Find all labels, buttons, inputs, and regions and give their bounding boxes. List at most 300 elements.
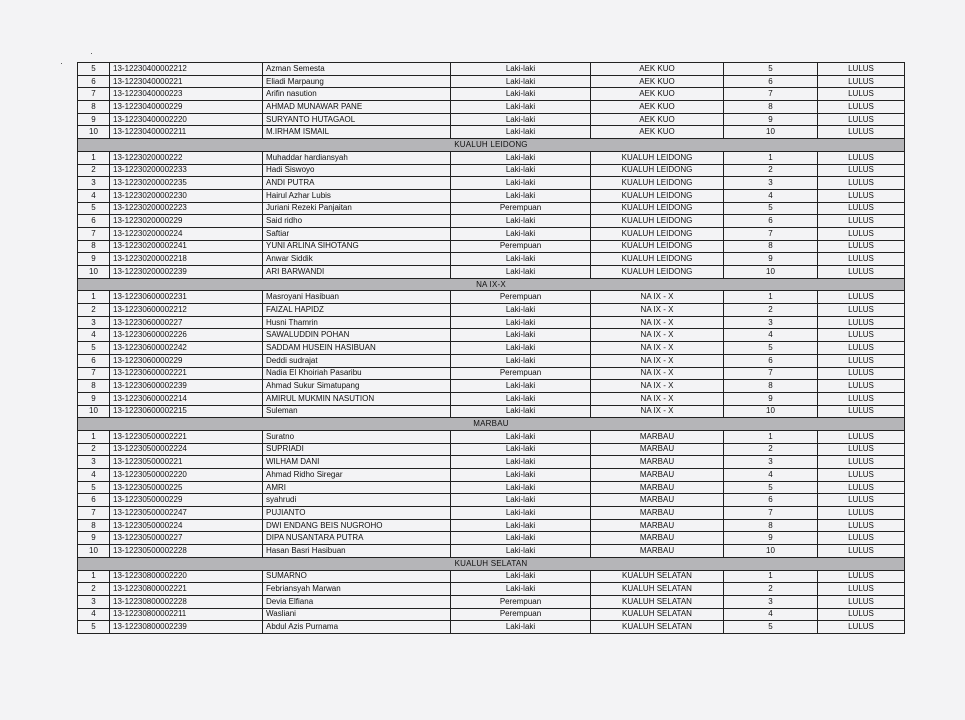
row-number-cell: 5 (78, 202, 110, 215)
result-cell: LULUS (818, 240, 905, 253)
gender-cell: Laki-laki (451, 266, 591, 279)
exam-number-cell: 13-1223050000225 (110, 481, 263, 494)
row-number-cell: 6 (78, 215, 110, 228)
row-number-cell: 4 (78, 608, 110, 621)
rank-cell: 9 (724, 392, 818, 405)
student-name-cell: Eliadi Marpaung (263, 75, 451, 88)
student-name-cell: DWI ENDANG BEIS NUGROHO (263, 519, 451, 532)
gender-cell: Laki-laki (451, 304, 591, 317)
school-cell: KUALUH LEIDONG (591, 164, 724, 177)
exam-number-cell: 13-1223040000221 (110, 75, 263, 88)
gender-cell: Laki-laki (451, 519, 591, 532)
row-number-cell: 9 (78, 113, 110, 126)
student-name-cell: SADDAM HUSEIN HASIBUAN (263, 342, 451, 355)
result-cell: LULUS (818, 595, 905, 608)
section-title: NA IX-X (78, 278, 905, 291)
student-name-cell: YUNI ARLINA SIHOTANG (263, 240, 451, 253)
rank-cell: 3 (724, 456, 818, 469)
gender-cell: Laki-laki (451, 430, 591, 443)
rank-cell: 4 (724, 189, 818, 202)
section-header-row (78, 557, 905, 570)
gender-cell: Laki-laki (451, 113, 591, 126)
row-number-cell: 9 (78, 532, 110, 545)
result-cell: LULUS (818, 88, 905, 101)
exam-number-cell: 13-12230600002231 (110, 291, 263, 304)
gender-cell: Laki-laki (451, 101, 591, 114)
gender-cell: Laki-laki (451, 75, 591, 88)
school-cell: KUALUH SELATAN (591, 621, 724, 634)
row-number-cell: 3 (78, 595, 110, 608)
student-name-cell: Arifin nasution (263, 88, 451, 101)
table-row (78, 392, 905, 405)
row-number-cell: 10 (78, 266, 110, 279)
gender-cell: Laki-laki (451, 316, 591, 329)
exam-number-cell: 13-1223060000227 (110, 316, 263, 329)
school-cell: KUALUH LEIDONG (591, 151, 724, 164)
table-row (78, 101, 905, 114)
gender-cell: Perempuan (451, 202, 591, 215)
school-cell: AEK KUO (591, 88, 724, 101)
school-cell: MARBAU (591, 545, 724, 558)
gender-cell: Laki-laki (451, 253, 591, 266)
gender-cell: Laki-laki (451, 88, 591, 101)
exam-number-cell: 13-12230800002228 (110, 595, 263, 608)
student-name-cell: M.IRHAM ISMAIL (263, 126, 451, 139)
rank-cell: 9 (724, 532, 818, 545)
row-number-cell: 3 (78, 456, 110, 469)
rank-cell: 2 (724, 304, 818, 317)
rank-cell: 2 (724, 443, 818, 456)
result-cell: LULUS (818, 608, 905, 621)
school-cell: AEK KUO (591, 101, 724, 114)
gender-cell: Laki-laki (451, 545, 591, 558)
scan-mark: · (90, 48, 93, 58)
exam-number-cell: 13-12230600002212 (110, 304, 263, 317)
gender-cell: Perempuan (451, 240, 591, 253)
exam-number-cell: 13-12230600002239 (110, 380, 263, 393)
exam-number-cell: 13-1223040000223 (110, 88, 263, 101)
row-number-cell: 2 (78, 164, 110, 177)
exam-number-cell: 13-12230600002242 (110, 342, 263, 355)
row-number-cell: 7 (78, 88, 110, 101)
result-cell: LULUS (818, 342, 905, 355)
school-cell: NA IX - X (591, 405, 724, 418)
school-cell: NA IX - X (591, 304, 724, 317)
student-name-cell: Saftiar (263, 227, 451, 240)
gender-cell: Laki-laki (451, 126, 591, 139)
exam-number-cell: 13-12230800002220 (110, 570, 263, 583)
row-number-cell: 5 (78, 63, 110, 76)
result-cell: LULUS (818, 75, 905, 88)
table-row (78, 570, 905, 583)
table-row (78, 151, 905, 164)
row-number-cell: 5 (78, 342, 110, 355)
rank-cell: 10 (724, 266, 818, 279)
result-cell: LULUS (818, 177, 905, 190)
school-cell: MARBAU (591, 469, 724, 482)
gender-cell: Laki-laki (451, 354, 591, 367)
gender-cell: Laki-laki (451, 494, 591, 507)
results-table (77, 62, 905, 634)
gender-cell: Perempuan (451, 367, 591, 380)
exam-number-cell: 13-12230600002214 (110, 392, 263, 405)
table-row (78, 367, 905, 380)
result-cell: LULUS (818, 227, 905, 240)
gender-cell: Perempuan (451, 608, 591, 621)
table-row (78, 215, 905, 228)
student-name-cell: Azman Semesta (263, 63, 451, 76)
scan-mark: · (60, 58, 63, 68)
result-cell: LULUS (818, 507, 905, 520)
table-row (78, 430, 905, 443)
exam-number-cell: 13-12230200002241 (110, 240, 263, 253)
exam-number-cell: 13-1223050000229 (110, 494, 263, 507)
row-number-cell: 5 (78, 481, 110, 494)
table-row (78, 304, 905, 317)
section-header-row (78, 278, 905, 291)
rank-cell: 2 (724, 583, 818, 596)
row-number-cell: 5 (78, 621, 110, 634)
student-name-cell: Nadia El Khoiriah Pasaribu (263, 367, 451, 380)
school-cell: KUALUH SELATAN (591, 570, 724, 583)
result-cell: LULUS (818, 126, 905, 139)
rank-cell: 6 (724, 215, 818, 228)
exam-number-cell: 13-12230500002220 (110, 469, 263, 482)
student-name-cell: Suleman (263, 405, 451, 418)
school-cell: KUALUH SELATAN (591, 595, 724, 608)
school-cell: NA IX - X (591, 329, 724, 342)
student-name-cell: Deddi sudrajat (263, 354, 451, 367)
exam-number-cell: 13-1223020000229 (110, 215, 263, 228)
exam-number-cell: 13-12230500002221 (110, 430, 263, 443)
table-row (78, 63, 905, 76)
school-cell: KUALUH SELATAN (591, 608, 724, 621)
student-name-cell: Muhaddar hardiansyah (263, 151, 451, 164)
section-title: MARBAU (78, 418, 905, 431)
table-row (78, 469, 905, 482)
table-row (78, 380, 905, 393)
section-title: KUALUH SELATAN (78, 557, 905, 570)
result-cell: LULUS (818, 291, 905, 304)
student-name-cell: FAIZAL HAPIDZ (263, 304, 451, 317)
student-name-cell: SUPRIADI (263, 443, 451, 456)
row-number-cell: 4 (78, 469, 110, 482)
rank-cell: 3 (724, 177, 818, 190)
table-row (78, 443, 905, 456)
result-cell: LULUS (818, 545, 905, 558)
rank-cell: 8 (724, 519, 818, 532)
row-number-cell: 8 (78, 380, 110, 393)
rank-cell: 7 (724, 88, 818, 101)
table-row (78, 164, 905, 177)
gender-cell: Laki-laki (451, 164, 591, 177)
exam-number-cell: 13-12230800002211 (110, 608, 263, 621)
rank-cell: 10 (724, 405, 818, 418)
result-cell: LULUS (818, 570, 905, 583)
gender-cell: Laki-laki (451, 151, 591, 164)
result-cell: LULUS (818, 380, 905, 393)
table-row (78, 202, 905, 215)
school-cell: AEK KUO (591, 113, 724, 126)
student-name-cell: DIPA NUSANTARA PUTRA (263, 532, 451, 545)
result-cell: LULUS (818, 189, 905, 202)
exam-number-cell: 13-12230200002233 (110, 164, 263, 177)
student-name-cell: Suratno (263, 430, 451, 443)
gender-cell: Laki-laki (451, 583, 591, 596)
table-row (78, 583, 905, 596)
table-row (78, 595, 905, 608)
rank-cell: 5 (724, 481, 818, 494)
table-row (78, 189, 905, 202)
result-cell: LULUS (818, 253, 905, 266)
row-number-cell: 2 (78, 583, 110, 596)
row-number-cell: 4 (78, 189, 110, 202)
student-name-cell: AHMAD MUNAWAR PANE (263, 101, 451, 114)
gender-cell: Laki-laki (451, 507, 591, 520)
table-row (78, 266, 905, 279)
school-cell: KUALUH SELATAN (591, 583, 724, 596)
school-cell: MARBAU (591, 532, 724, 545)
gender-cell: Laki-laki (451, 481, 591, 494)
row-number-cell: 6 (78, 354, 110, 367)
table-row (78, 240, 905, 253)
rank-cell: 3 (724, 316, 818, 329)
result-cell: LULUS (818, 519, 905, 532)
rank-cell: 10 (724, 545, 818, 558)
table-row (78, 75, 905, 88)
table-row (78, 177, 905, 190)
exam-number-cell: 13-12230400002212 (110, 63, 263, 76)
student-name-cell: Devia Elfiana (263, 595, 451, 608)
student-name-cell: AMRI (263, 481, 451, 494)
school-cell: NA IX - X (591, 354, 724, 367)
exam-number-cell: 13-12230500002247 (110, 507, 263, 520)
result-cell: LULUS (818, 430, 905, 443)
student-name-cell: Abdul Azis Purnama (263, 621, 451, 634)
table-row (78, 545, 905, 558)
result-cell: LULUS (818, 405, 905, 418)
school-cell: KUALUH LEIDONG (591, 240, 724, 253)
table-row (78, 227, 905, 240)
exam-number-cell: 13-12230200002223 (110, 202, 263, 215)
exam-number-cell: 13-12230600002221 (110, 367, 263, 380)
table-row (78, 253, 905, 266)
result-cell: LULUS (818, 367, 905, 380)
student-name-cell: WILHAM DANI (263, 456, 451, 469)
gender-cell: Laki-laki (451, 189, 591, 202)
student-name-cell: Ahmad Sukur Simatupang (263, 380, 451, 393)
student-name-cell: Ahmad Ridho Siregar (263, 469, 451, 482)
result-cell: LULUS (818, 494, 905, 507)
gender-cell: Laki-laki (451, 456, 591, 469)
school-cell: MARBAU (591, 430, 724, 443)
school-cell: KUALUH LEIDONG (591, 202, 724, 215)
table-row (78, 608, 905, 621)
rank-cell: 8 (724, 240, 818, 253)
row-number-cell: 10 (78, 545, 110, 558)
result-cell: LULUS (818, 583, 905, 596)
student-name-cell: Hasan Basri Hasibuan (263, 545, 451, 558)
gender-cell: Perempuan (451, 291, 591, 304)
gender-cell: Laki-laki (451, 621, 591, 634)
exam-number-cell: 13-12230600002215 (110, 405, 263, 418)
result-cell: LULUS (818, 202, 905, 215)
exam-number-cell: 13-12230800002221 (110, 583, 263, 596)
row-number-cell: 10 (78, 405, 110, 418)
result-cell: LULUS (818, 316, 905, 329)
school-cell: MARBAU (591, 443, 724, 456)
rank-cell: 4 (724, 469, 818, 482)
gender-cell: Perempuan (451, 595, 591, 608)
school-cell: NA IX - X (591, 380, 724, 393)
row-number-cell: 2 (78, 304, 110, 317)
exam-number-cell: 13-1223050000224 (110, 519, 263, 532)
gender-cell: Laki-laki (451, 329, 591, 342)
school-cell: KUALUH LEIDONG (591, 266, 724, 279)
exam-number-cell: 13-12230600002226 (110, 329, 263, 342)
table-row (78, 507, 905, 520)
rank-cell: 5 (724, 63, 818, 76)
rank-cell: 6 (724, 354, 818, 367)
student-name-cell: ARI BARWANDI (263, 266, 451, 279)
exam-number-cell: 13-1223050000221 (110, 456, 263, 469)
school-cell: NA IX - X (591, 316, 724, 329)
row-number-cell: 7 (78, 367, 110, 380)
rank-cell: 8 (724, 101, 818, 114)
rank-cell: 6 (724, 494, 818, 507)
student-name-cell: Said ridho (263, 215, 451, 228)
exam-number-cell: 13-12230500002228 (110, 545, 263, 558)
table-row (78, 342, 905, 355)
result-cell: LULUS (818, 456, 905, 469)
school-cell: MARBAU (591, 481, 724, 494)
table-row (78, 126, 905, 139)
student-name-cell: Wasliani (263, 608, 451, 621)
rank-cell: 5 (724, 342, 818, 355)
rank-cell: 1 (724, 291, 818, 304)
gender-cell: Laki-laki (451, 177, 591, 190)
section-header-row (78, 418, 905, 431)
school-cell: MARBAU (591, 494, 724, 507)
school-cell: NA IX - X (591, 392, 724, 405)
rank-cell: 2 (724, 164, 818, 177)
row-number-cell: 1 (78, 430, 110, 443)
rank-cell: 5 (724, 621, 818, 634)
result-cell: LULUS (818, 215, 905, 228)
table-row (78, 532, 905, 545)
table-row (78, 494, 905, 507)
student-name-cell: PUJIANTO (263, 507, 451, 520)
gender-cell: Laki-laki (451, 532, 591, 545)
result-cell: LULUS (818, 329, 905, 342)
table-row (78, 354, 905, 367)
result-cell: LULUS (818, 63, 905, 76)
table-row (78, 405, 905, 418)
table-row (78, 316, 905, 329)
exam-number-cell: 13-12230200002230 (110, 189, 263, 202)
table-row (78, 291, 905, 304)
gender-cell: Laki-laki (451, 570, 591, 583)
row-number-cell: 9 (78, 253, 110, 266)
result-cell: LULUS (818, 304, 905, 317)
row-number-cell: 6 (78, 75, 110, 88)
exam-number-cell: 13-1223040000229 (110, 101, 263, 114)
result-cell: LULUS (818, 443, 905, 456)
gender-cell: Laki-laki (451, 392, 591, 405)
rank-cell: 1 (724, 570, 818, 583)
student-name-cell: SURYANTO HUTAGAOL (263, 113, 451, 126)
rank-cell: 1 (724, 151, 818, 164)
section-title: KUALUH LEIDONG (78, 139, 905, 152)
rank-cell: 8 (724, 380, 818, 393)
gender-cell: Laki-laki (451, 380, 591, 393)
result-cell: LULUS (818, 164, 905, 177)
gender-cell: Laki-laki (451, 405, 591, 418)
student-name-cell: SAWALUDDIN POHAN (263, 329, 451, 342)
exam-number-cell: 13-12230800002239 (110, 621, 263, 634)
exam-number-cell: 13-1223060000229 (110, 354, 263, 367)
exam-number-cell: 13-12230200002235 (110, 177, 263, 190)
gender-cell: Laki-laki (451, 443, 591, 456)
row-number-cell: 7 (78, 507, 110, 520)
rank-cell: 9 (724, 253, 818, 266)
school-cell: KUALUH LEIDONG (591, 177, 724, 190)
row-number-cell: 1 (78, 291, 110, 304)
row-number-cell: 3 (78, 177, 110, 190)
student-name-cell: Hairul Azhar Lubis (263, 189, 451, 202)
school-cell: MARBAU (591, 507, 724, 520)
result-cell: LULUS (818, 481, 905, 494)
table-row (78, 113, 905, 126)
result-cell: LULUS (818, 101, 905, 114)
student-name-cell: Anwar Siddik (263, 253, 451, 266)
results-table-body (78, 63, 905, 634)
gender-cell: Laki-laki (451, 63, 591, 76)
gender-cell: Laki-laki (451, 469, 591, 482)
row-number-cell: 3 (78, 316, 110, 329)
row-number-cell: 10 (78, 126, 110, 139)
student-name-cell: AMIRUL MUKMIN NASUTION (263, 392, 451, 405)
row-number-cell: 6 (78, 494, 110, 507)
student-name-cell: SUMARNO (263, 570, 451, 583)
rank-cell: 5 (724, 202, 818, 215)
exam-number-cell: 13-1223020000222 (110, 151, 263, 164)
exam-number-cell: 13-12230200002218 (110, 253, 263, 266)
result-cell: LULUS (818, 113, 905, 126)
row-number-cell: 7 (78, 227, 110, 240)
section-header-row (78, 139, 905, 152)
exam-number-cell: 13-12230200002239 (110, 266, 263, 279)
student-name-cell: Hadi Siswoyo (263, 164, 451, 177)
exam-number-cell: 13-12230400002211 (110, 126, 263, 139)
school-cell: NA IX - X (591, 291, 724, 304)
row-number-cell: 8 (78, 240, 110, 253)
table-row (78, 481, 905, 494)
student-name-cell: Masroyani Hasibuan (263, 291, 451, 304)
school-cell: MARBAU (591, 456, 724, 469)
school-cell: KUALUH LEIDONG (591, 227, 724, 240)
rank-cell: 3 (724, 595, 818, 608)
school-cell: NA IX - X (591, 342, 724, 355)
student-name-cell: Husni Thamrin (263, 316, 451, 329)
result-cell: LULUS (818, 354, 905, 367)
rank-cell: 4 (724, 329, 818, 342)
student-name-cell: Juriani Rezeki Panjaitan (263, 202, 451, 215)
row-number-cell: 1 (78, 151, 110, 164)
student-name-cell: Febriansyah Marwan (263, 583, 451, 596)
exam-number-cell: 13-12230400002220 (110, 113, 263, 126)
rank-cell: 7 (724, 227, 818, 240)
